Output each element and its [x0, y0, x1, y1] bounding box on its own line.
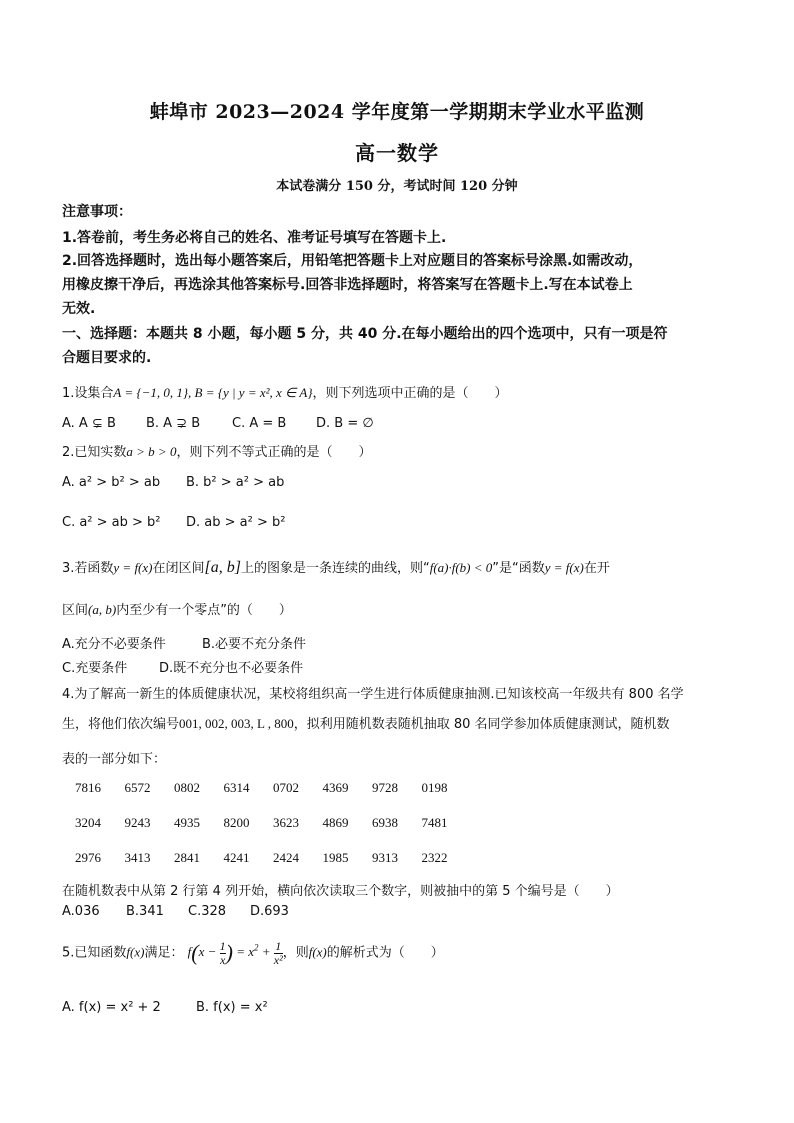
q5-frac-1-den: x: [219, 953, 226, 967]
q5-text-2: 满足：: [144, 945, 184, 961]
random-table-cell: 0702: [273, 780, 299, 795]
q3-function-1: y = f(x): [113, 560, 153, 575]
q3-text-3: 上的图象是一条连续的曲线，则“: [240, 561, 430, 576]
q3-option-b[interactable]: B.必要不充分条件: [202, 637, 307, 652]
q2-condition: a > b > 0: [126, 444, 177, 459]
q5-frac-1-num: 1: [219, 939, 226, 953]
random-table-cell: 0802: [174, 780, 200, 795]
q5-text-1: 5.已知函数: [62, 945, 127, 961]
q4-option-a[interactable]: A.036: [62, 904, 100, 919]
random-table-cell: 4869: [322, 815, 349, 830]
question-4-line-2: [62, 713, 670, 732]
random-table-cell: 2322: [421, 850, 448, 865]
q3-option-d[interactable]: D.既不充分也不必要条件: [159, 661, 304, 676]
q3-option-c[interactable]: C.充要条件: [62, 661, 128, 676]
section-1-heading-line-2: 合题目要求的.: [62, 350, 152, 366]
q2-option-c[interactable]: C. a² > ab > b²: [62, 515, 161, 530]
q3-text-6: 区间: [62, 603, 89, 618]
random-table-cell: 2841: [174, 850, 200, 865]
exam-title: 蚌埠市 2023—2024 学年度第一学期期末学业水平监测: [149, 101, 645, 123]
random-table-cell: 4241: [223, 850, 250, 865]
q1-option-a[interactable]: A. A ⊊ B: [62, 416, 116, 431]
q5-function: f(x): [126, 944, 145, 960]
q4-option-c[interactable]: C.328: [188, 904, 227, 919]
q3-options-row-2: [62, 657, 303, 676]
random-table-cell: 7816: [75, 780, 101, 795]
q1-options: [62, 416, 374, 431]
random-table-cell: 3413: [124, 850, 151, 865]
q4-codes: 001, 002, 003, L , 800: [179, 716, 294, 731]
q3-option-a[interactable]: A.充分不必要条件: [62, 637, 166, 652]
q2-option-a[interactable]: A. a² > b² > ab: [62, 475, 161, 490]
q2-suffix: ，则下列不等式正确的是（ ）: [176, 445, 372, 460]
random-table-cell: 6938: [372, 815, 398, 830]
random-table-cell: 6314: [223, 780, 250, 795]
question-4-ask: 在随机数表中从第 2 行第 4 列开始，横向依次读取三个数字，则被抽中的第 5 个编号是（ ）: [62, 884, 619, 899]
question-5: [62, 940, 444, 967]
exam-subject: 高一数学: [355, 141, 439, 165]
q4-option-b[interactable]: B.341: [126, 904, 164, 919]
random-table-cell: 8200: [223, 815, 250, 830]
notice-item-2-line-1: 2.回答选择题时，选出每小题答案后，用铅笔把答题卡上对应题目的答案标号涂黑.如需改动，: [62, 253, 643, 269]
q2-options-row-1: [62, 475, 284, 490]
question-3-line-1: [62, 557, 610, 577]
question-4-line-1: 4.为了解高一新生的体质健康状况，某校将组织高一学生进行体质健康抽测.已知该校高一年级共有 800 名学: [62, 687, 684, 702]
q3-text-1: 3.若函数: [62, 561, 114, 576]
question-2: [62, 441, 371, 460]
random-table-cell: 4935: [174, 815, 200, 830]
q3-condition: f(a)·f(b) < 0: [429, 560, 493, 575]
q3-function-2: y = f(x): [544, 560, 584, 575]
section-1-heading-line-1: 一、选择题：本题共 8 小题，每小题 5 分，共 40 分.在每小题给出的四个选项中，只有一项是符: [62, 326, 668, 342]
q5-text-4: 的解析式为（ ）: [326, 945, 444, 961]
question-3-line-2: [62, 599, 292, 618]
random-table-cell: 2424: [273, 850, 299, 865]
random-table-cell: 3204: [75, 815, 101, 830]
q1-prefix: 1.设集合: [62, 386, 114, 401]
question-1: [62, 382, 508, 401]
random-table-cell: 3623: [273, 815, 299, 830]
q2-options-row-2: [62, 515, 285, 530]
random-table-cell: 9313: [372, 850, 398, 865]
q4-options: [62, 904, 289, 919]
q5-option-b[interactable]: B. f(x) = x²: [196, 1000, 268, 1015]
q2-option-b[interactable]: B. b² > a² > ab: [186, 475, 285, 490]
random-table-cell: 1985: [322, 850, 349, 865]
q4-text-2: ，拟利用随机数表随机抽取 80 名同学参加体质健康测试，随机数: [293, 717, 670, 732]
question-4-line-3: 表的一部分如下：: [62, 752, 167, 767]
notice-item-2-line-3: 无效.: [62, 301, 96, 317]
random-table-cell: 0198: [421, 780, 448, 795]
notice-item-1: 1.答卷前，考生务必将自己的姓名、准考证号填写在答题卡上.: [62, 230, 447, 246]
q4-option-d[interactable]: D.693: [250, 904, 289, 919]
random-table-cell: 6572: [124, 780, 151, 795]
q3-closed-interval: [a, b]: [204, 559, 241, 576]
notice-heading: 注意事项：: [62, 204, 132, 220]
random-table-cell: 9243: [124, 815, 151, 830]
random-table-cell: 2976: [75, 850, 101, 865]
q1-option-c[interactable]: C. A = B: [232, 416, 287, 431]
q3-text-7: 内至少有一个零点”的（ ）: [116, 603, 292, 618]
q5-frac-2-den: x²: [273, 953, 283, 967]
q2-option-d[interactable]: D. ab > a² > b²: [186, 515, 286, 530]
q2-prefix: 2.已知实数: [62, 445, 127, 460]
q1-sets: A = {−1, 0, 1}, B = {y | y = x², x ∈ A}: [113, 385, 313, 400]
q5-equation: f(x − $\frac{1}{x}$ ) = $x^2$ + $\frac{1}{\text{x²}}$: [187, 939, 283, 967]
q5-frac-2-num: 1: [275, 939, 282, 953]
random-table-cell: 9728: [372, 780, 398, 795]
q1-option-d[interactable]: D. B = ∅: [316, 416, 374, 431]
q5-options: [62, 1000, 268, 1015]
random-table-cell: 7481: [421, 815, 448, 830]
q3-text-5: 在开: [583, 561, 610, 576]
q5-function-2: f(x): [308, 944, 327, 960]
q3-text-2: 在闭区间: [152, 561, 205, 576]
q1-option-b[interactable]: B. A ⊋ B: [146, 416, 201, 431]
q1-suffix: ，则下列选项中正确的是（ ）: [312, 386, 508, 401]
q5-text-3: ，则: [282, 945, 309, 961]
q3-open-interval: (a, b): [88, 602, 117, 617]
exam-info: 本试卷满分 150 分，考试时间 120 分钟: [276, 179, 518, 194]
q5-option-a[interactable]: A. f(x) = x² + 2: [62, 1000, 161, 1015]
q3-text-4: ”是“函数: [492, 561, 545, 576]
notice-item-2-line-2: 用橡皮擦干净后，再选涂其他答案标号.回答非选择题时，将答案写在答题卡上.写在本试卷上: [62, 277, 633, 293]
q4-text-1: 生，将他们依次编号: [62, 717, 180, 732]
q5-fraction-2: [274, 940, 283, 967]
random-table-cell: 4369: [322, 780, 349, 795]
q3-options-row-1: [62, 633, 306, 652]
